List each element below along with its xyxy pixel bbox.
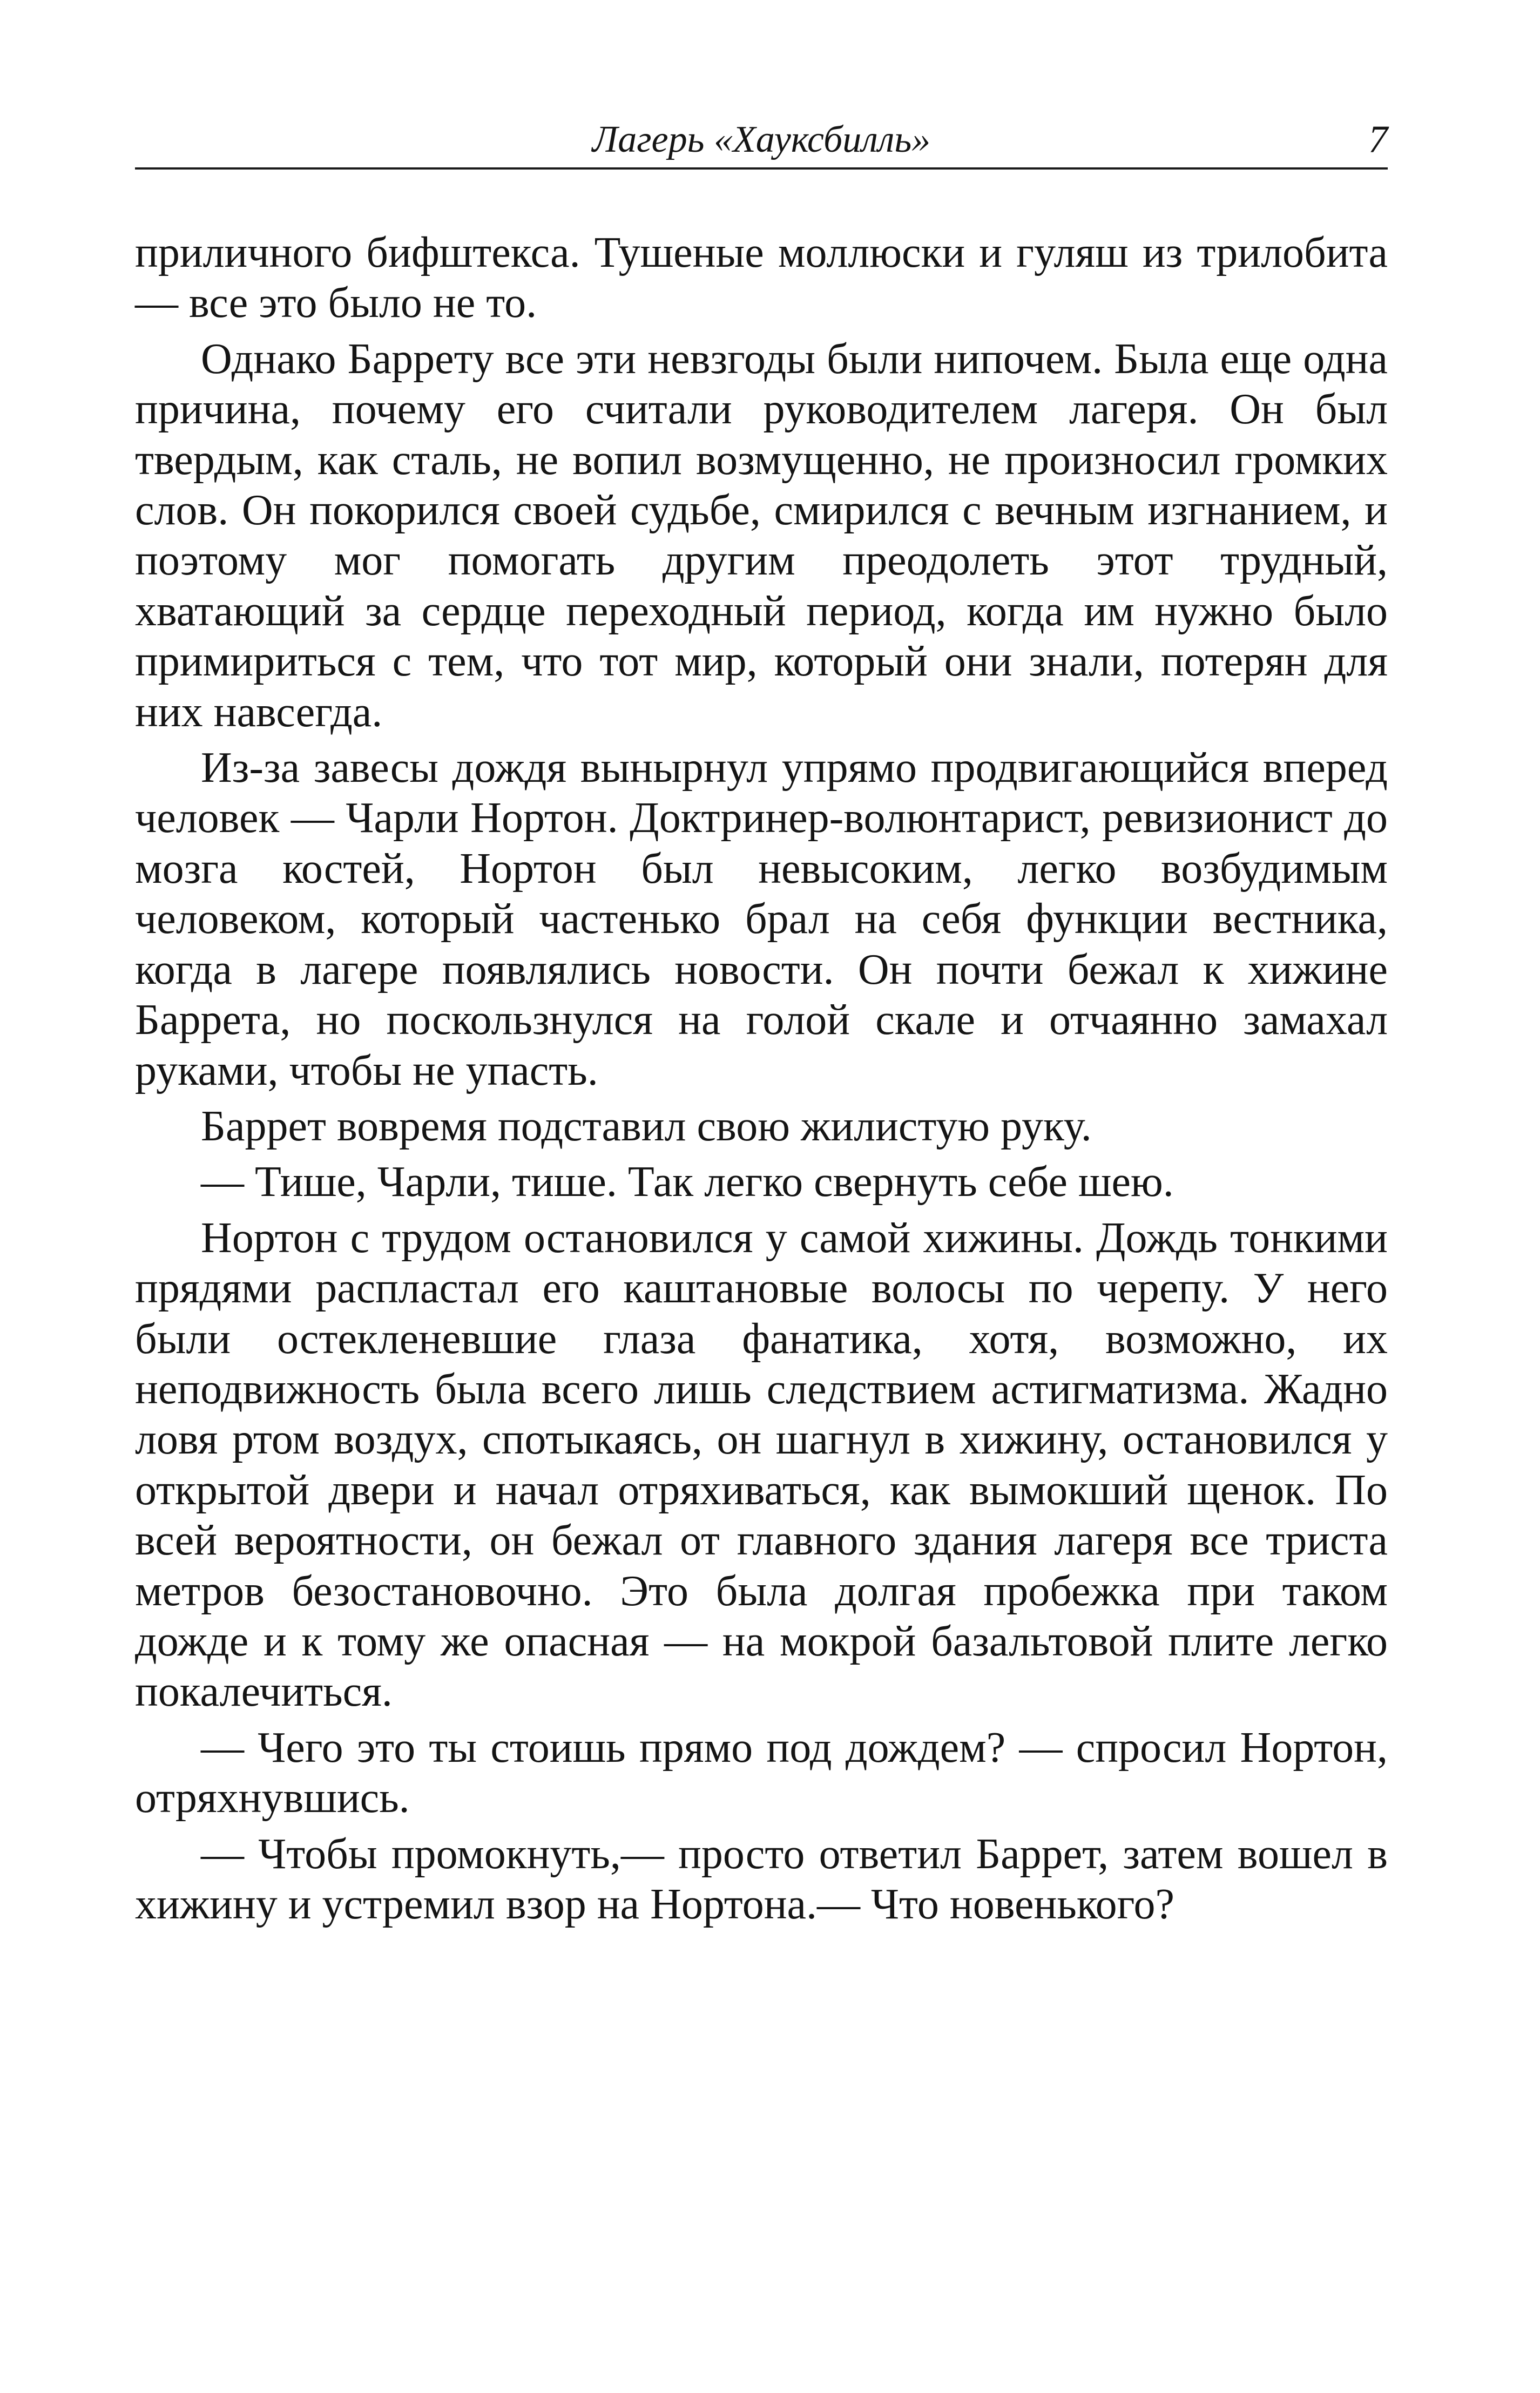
- paragraph: Из-за завесы дождя вынырнул упрямо продвигающийся вперед человек — Чарли Нортон. Доктринер-волюнтарист, ревизионист до мозга костей, Нортон был невысоким, легко возбудимым человеком, который частенько брал на себя функции вестника, когда в лагере появлялись новости. Он почти бежал к хижине Баррета, но поскользнулся на голой скале и отчаянно замахал руками, чтобы не упасть.: [135, 744, 1388, 1094]
- page-number: 7: [1368, 118, 1388, 161]
- paragraph: Однако Баррету все эти невзгоды были нипочем. Была еще одна причина, почему его считали руководителем лагеря. Он был твердым, как сталь, не вопил возмущенно, не произносил громких слов. Он покорился своей судьбе, смирился с вечным изгнанием, и поэтому мог помогать другим преодолеть этот трудный, хватающий за сердце переходный период, когда им нужно было примириться с тем, что тот мир, который они знали, потерян для них навсегда.: [135, 335, 1388, 736]
- dialogue-paragraph: — Чего это ты стоишь прямо под дождем? — спросил Нортон, отряхнувшись.: [135, 1723, 1388, 1822]
- paragraph: Баррет вовремя подставил свою жилистую руку.: [201, 1102, 1092, 1150]
- dialogue-paragraph: — Чтобы промокнуть,— просто ответил Баррет, затем вошел в хижину и устремил взор на Нортона.— Что новенького?: [135, 1830, 1388, 1928]
- book-page: [135, 108, 1388, 1930]
- dialogue-paragraph: — Тише, Чарли, тише. Так легко свернуть себе шею.: [201, 1158, 1174, 1206]
- running-title: Лагерь «Хауксбилль»: [592, 119, 931, 160]
- paragraph-continuation: приличного бифштекса. Тушеные моллюски и гуляш из трилобита — все это было не то.: [135, 229, 1388, 327]
- page-header: [135, 108, 1388, 170]
- paragraph: Нортон с трудом остановился у самой хижины. Дождь тонкими прядями распластал его каштановые волосы по черепу. У него были остекленевшие глаза фанатика, хотя, возможно, их неподвижность была всего лишь следствием астигматизма. Жадно ловя ртом воздух, спотыкаясь, он шагнул в хижину, остановился у открытой двери и начал отряхиваться, как вымокший щенок. По всей вероятности, он бежал от главного здания лагеря все триста метров безостановочно. Это была долгая пробежка при таком дожде и к тому же опасная — на мокрой базальтовой плите легко покалечиться.: [135, 1214, 1388, 1716]
- body-text: [135, 228, 1388, 1930]
